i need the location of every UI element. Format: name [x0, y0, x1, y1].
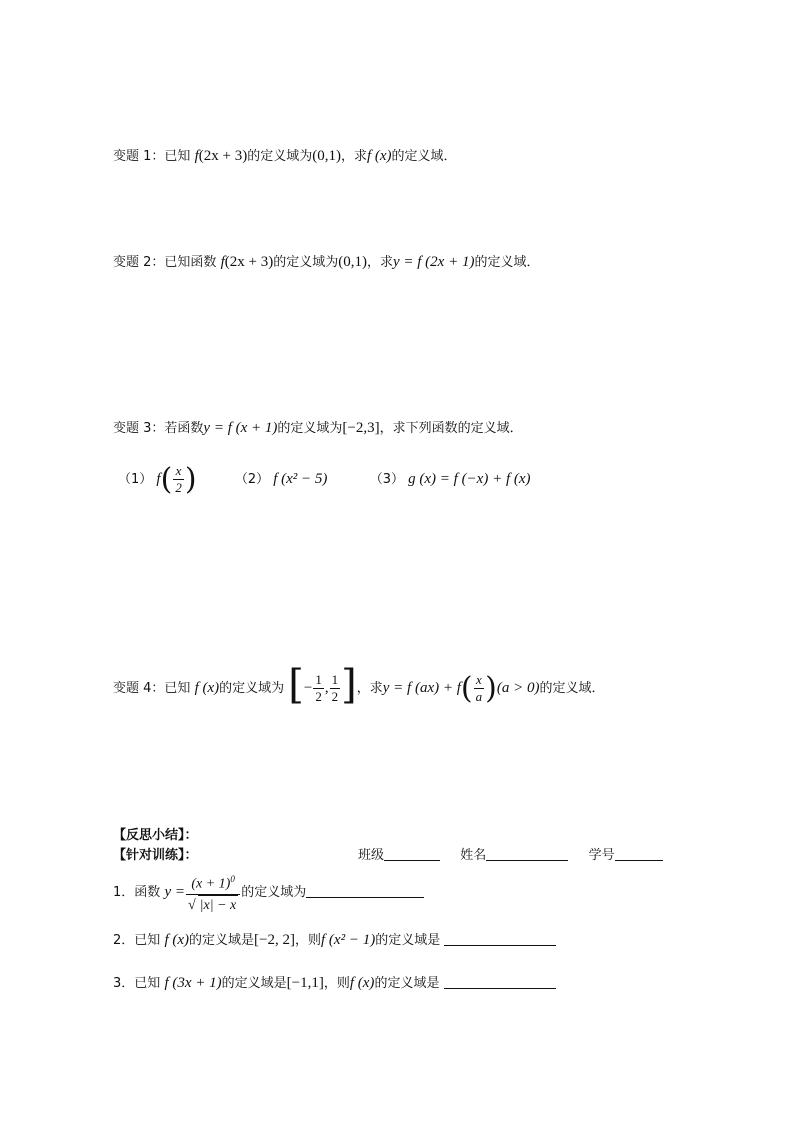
- subitem-1: （1） f( $\frac{x}{2}$ ): [118, 462, 197, 497]
- fraction: $\frac{x}{a}$: [475, 672, 483, 704]
- variant-2: 变题 2：已知函数 f(2x + 3)的定义域为(0,1)，求y = f (2x + 1)的定义域．: [113, 254, 540, 270]
- fraction: $\frac{1}{2}$: [315, 672, 322, 704]
- answer-blank[interactable]: [444, 931, 556, 946]
- student-fields: [358, 846, 663, 866]
- exercise-3: 3．已知 f (3x + 1)的定义域是[−1,1]，则f (x)的定义域是: [113, 973, 556, 994]
- name-label: 姓名: [460, 848, 487, 863]
- answer-blank[interactable]: [444, 974, 556, 989]
- answer-blank[interactable]: [306, 883, 424, 898]
- exercise-2: 2．已知 f (x)的定义域是[−2, 2]，则f (x² − 1)的定义域是: [113, 930, 556, 951]
- exercise-1: 1．函数 y = $\frac{(x + 1)^0}{√ |x| - x}$ 的定义域为: [113, 868, 424, 917]
- student-id-field[interactable]: [615, 846, 663, 861]
- variant-1: 变题 1：已知 f(2x + 3)的定义域为(0,1)，求f (x)的定义域．: [113, 148, 457, 164]
- reflection-heading: 【反思小结】：: [113, 828, 198, 843]
- class-label: 班级: [358, 848, 385, 863]
- class-field[interactable]: [384, 846, 440, 861]
- variant-label: 变题 4：: [113, 681, 165, 696]
- subitem-2: （2） f (x² − 5): [234, 471, 328, 487]
- math-interval: (0,1): [312, 148, 341, 164]
- variant-label: 变题 1：: [113, 149, 165, 164]
- id-label: 学号: [588, 848, 615, 863]
- training-heading: 【针对训练】：: [113, 848, 198, 863]
- variant-label: 变题 3：: [113, 421, 165, 436]
- fraction: $\frac{1}{2}$: [331, 672, 339, 704]
- subitem-3: （3） g (x) = f (−x) + f (x): [369, 471, 531, 487]
- math-expression: f: [194, 148, 199, 164]
- variant-label: 变题 2：: [113, 255, 165, 270]
- variant-3-subitems: [118, 462, 531, 497]
- name-field[interactable]: [486, 846, 568, 861]
- fraction: $\frac{x}{2}$: [175, 463, 182, 495]
- variant-3: 变题 3：若函数y = f (x + 1)的定义域为[−2,3]，求下列函数的定义域．: [113, 420, 523, 436]
- fraction: $\frac{(x + 1)^0}{√ |x| - x}$: [186, 869, 240, 917]
- variant-4: 变题 4：已知 f (x)的定义域为 [− $\frac{1}{2}$ , $\frac{1}{2}$ ]，求y = f (ax) + f( $\frac{x}{a}$ )(a > 0)的定义域．: [113, 662, 605, 708]
